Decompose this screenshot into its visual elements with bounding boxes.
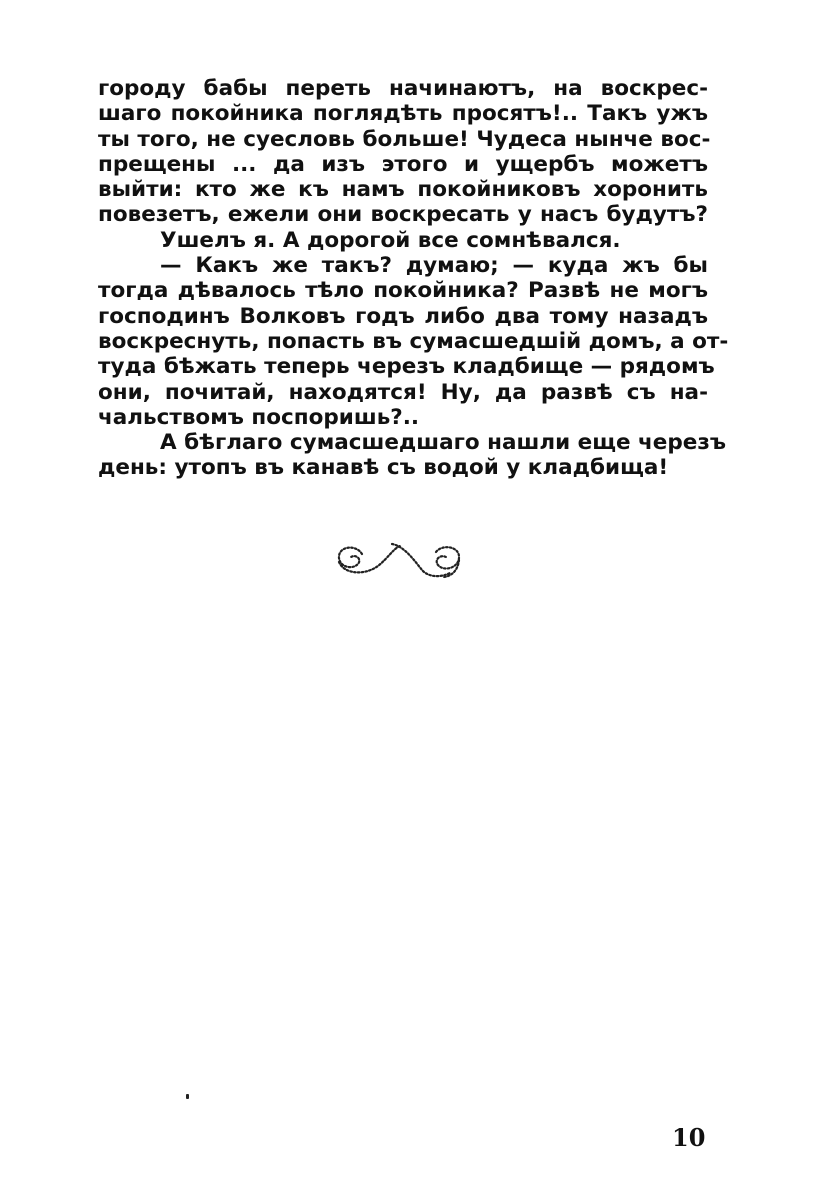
scroll-ornament-icon	[334, 540, 464, 584]
text-line: — Какъ же такъ? думаю; — куда жъ бы	[160, 253, 708, 279]
text-line: А бѣглаго сумасшедшаго нашли еще черезъ	[160, 430, 727, 456]
body-text	[98, 76, 729, 481]
text-line: туда бѣжать теперь черезъ кладбище — рядомъ	[98, 354, 715, 380]
page-number: 10	[672, 1123, 706, 1152]
text-line: выйти: кто же къ намъ покойниковъ хоронить	[98, 177, 708, 203]
print-speck	[186, 1094, 189, 1099]
text-line: шаго покойника поглядѣть просятъ!.. Такъ ужъ	[98, 101, 708, 127]
text-line: ты того, не суесловь больше! Чудеса нынче вос-	[98, 126, 711, 152]
text-line: прещены ... да изъ этого и ущербъ можетъ	[98, 151, 708, 177]
text-line: тогда дѣвалось тѣло покойника? Развѣ не могъ	[98, 278, 708, 304]
text-line: городу бабы переть начинаютъ, на воскрес-	[98, 76, 708, 101]
text-line: они, почитай, находятся! Ну, да развѣ съ на-	[98, 379, 708, 405]
text-line: повезетъ, ежели они воскресать у насъ будутъ?	[98, 202, 708, 228]
text-line: Ушелъ я. А дорогой все сомнѣвался.	[160, 227, 621, 253]
text-line: день: утопъ въ канавѣ съ водой у кладбища!	[98, 455, 669, 481]
text-line: чальствомъ поспоришь?..	[98, 404, 420, 430]
text-line: господинъ Волковъ годъ либо два тому назадъ	[98, 303, 708, 329]
text-line: воскреснуть, попасть въ сумасшедшій домъ, а от-	[98, 328, 729, 354]
